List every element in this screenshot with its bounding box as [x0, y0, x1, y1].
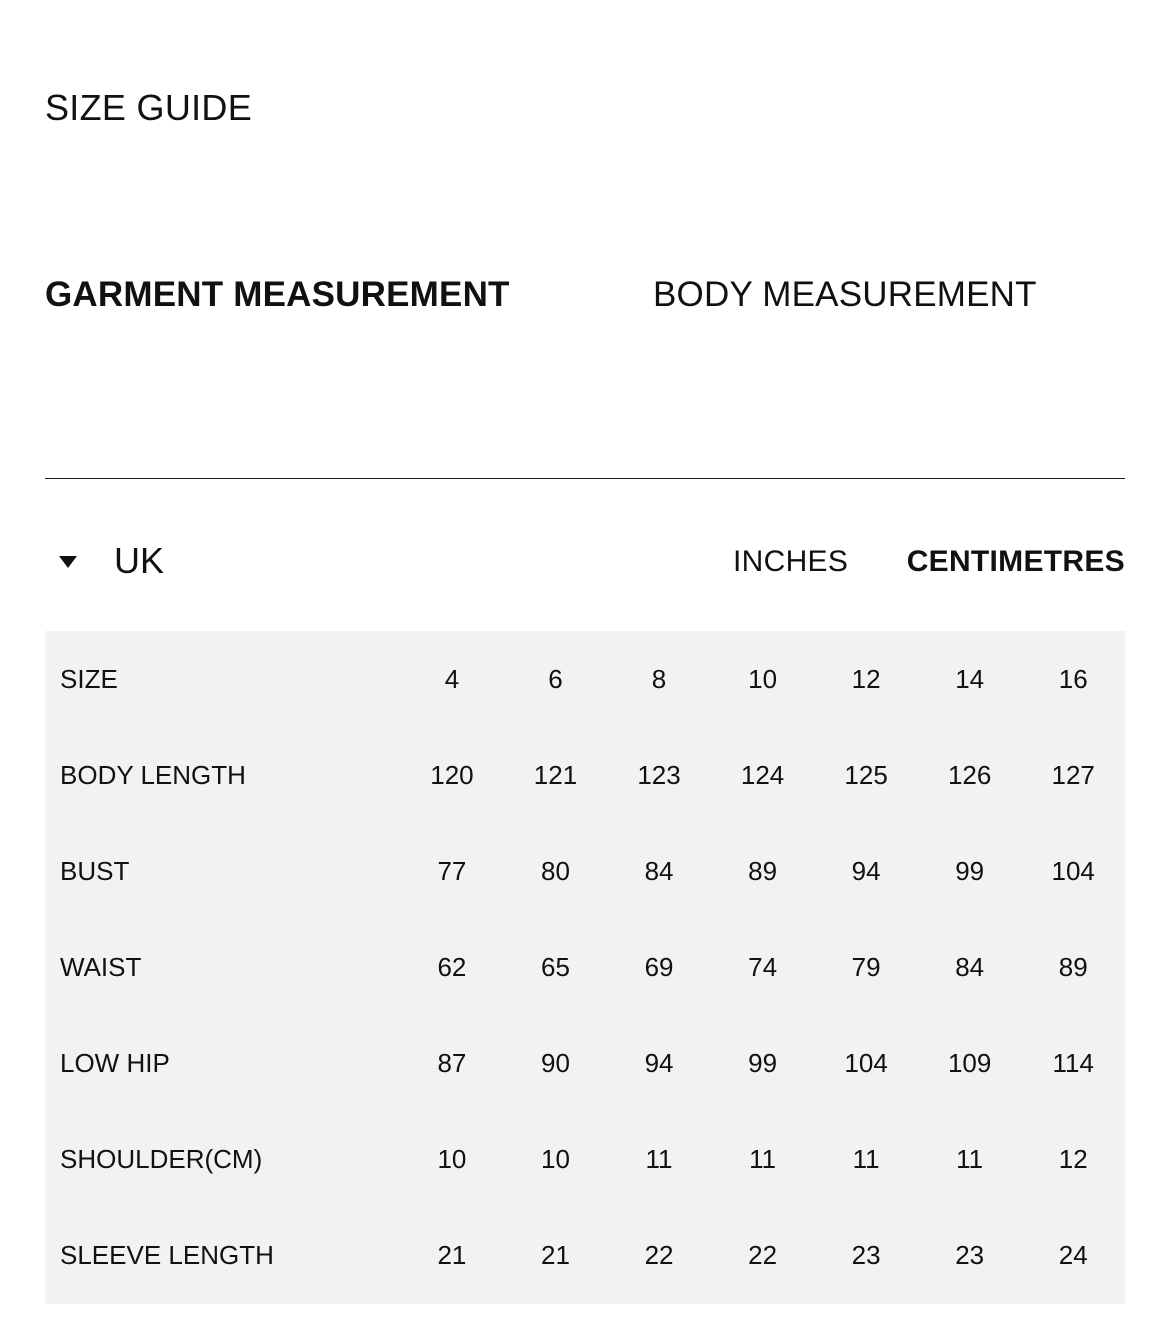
- table-cell: 79: [851, 951, 881, 982]
- table-cell: 11: [749, 1143, 777, 1174]
- region-unit-row: [45, 536, 1125, 586]
- row-label: BUST: [60, 855, 130, 886]
- table-cell: 124: [740, 759, 785, 790]
- table-cell: 99: [955, 855, 985, 886]
- unit-inches-toggle[interactable]: INCHES: [733, 545, 849, 578]
- table-cell: 10: [437, 1143, 467, 1174]
- table-cell: 8: [651, 663, 667, 694]
- table-cell: 125: [844, 759, 888, 790]
- table-cell: 12: [1058, 1143, 1088, 1174]
- table-cell: 21: [437, 1239, 467, 1270]
- table-cell: 62: [437, 951, 467, 982]
- table-cell: 22: [644, 1239, 674, 1270]
- region-label[interactable]: UK: [114, 540, 165, 581]
- table-cell: 90: [541, 1047, 570, 1078]
- table-cell: 84: [644, 855, 674, 886]
- table-cell: 4: [444, 663, 460, 694]
- size-table-body: [45, 631, 1125, 1303]
- table-cell: 84: [955, 951, 985, 982]
- table-cell: 120: [430, 759, 474, 790]
- row-label: SHOULDER(CM): [60, 1143, 263, 1174]
- table-row: [45, 1111, 1125, 1207]
- caret-down-icon[interactable]: [59, 556, 77, 568]
- size-table: [45, 631, 1125, 1303]
- table-row: [45, 919, 1125, 1015]
- table-cell: 65: [541, 951, 570, 982]
- measurement-tabs: [45, 272, 1125, 320]
- table-cell: 11: [645, 1143, 673, 1174]
- table-cell: 87: [437, 1047, 467, 1078]
- table-cell: 24: [1058, 1239, 1088, 1270]
- page-title: SIZE GUIDE: [45, 87, 253, 128]
- table-cell: 104: [844, 1047, 888, 1078]
- table-cell: 10: [541, 1143, 570, 1174]
- unit-centimetres-toggle[interactable]: CENTIMETRES: [906, 545, 1125, 578]
- row-label: LOW HIP: [60, 1047, 170, 1078]
- row-label: SIZE: [60, 663, 118, 694]
- table-cell: 123: [637, 759, 681, 790]
- table-cell: 11: [956, 1143, 984, 1174]
- table-cell: 6: [548, 663, 563, 694]
- row-label: SLEEVE LENGTH: [60, 1239, 274, 1270]
- table-cell: 127: [1051, 759, 1095, 790]
- table-cell: 23: [955, 1239, 985, 1270]
- table-cell: 23: [851, 1239, 881, 1270]
- table-cell: 94: [644, 1047, 674, 1078]
- row-label: WAIST: [60, 951, 142, 982]
- table-cell: 89: [1058, 951, 1088, 982]
- table-row: [45, 1207, 1125, 1303]
- table-cell: 94: [851, 855, 881, 886]
- table-cell: 77: [437, 855, 467, 886]
- table-cell: 74: [748, 951, 778, 982]
- table-cell: 109: [947, 1047, 992, 1078]
- row-label: BODY LENGTH: [60, 759, 246, 790]
- table-row: [45, 823, 1125, 919]
- divider: [45, 478, 1125, 479]
- table-cell: 126: [947, 759, 992, 790]
- table-row: [45, 727, 1125, 823]
- table-row: [45, 1015, 1125, 1111]
- table-cell: 89: [748, 855, 778, 886]
- table-cell: 21: [541, 1239, 570, 1270]
- table-row: [45, 631, 1125, 727]
- table-cell: 12: [851, 663, 881, 694]
- table-cell: 99: [748, 1047, 778, 1078]
- table-cell: 121: [533, 759, 578, 790]
- table-cell: 22: [748, 1239, 778, 1270]
- table-cell: 11: [852, 1143, 880, 1174]
- table-cell: 16: [1058, 663, 1088, 694]
- table-cell: 14: [955, 663, 985, 694]
- size-table-container: [45, 631, 1125, 1304]
- table-cell: 10: [748, 663, 778, 694]
- tab-garment-measurement[interactable]: GARMENT MEASUREMENT: [45, 275, 510, 314]
- tab-body-measurement[interactable]: BODY MEASUREMENT: [653, 275, 1037, 314]
- table-cell: 114: [1052, 1047, 1094, 1078]
- table-cell: 104: [1051, 855, 1095, 886]
- table-cell: 69: [644, 951, 674, 982]
- table-cell: 80: [541, 855, 570, 886]
